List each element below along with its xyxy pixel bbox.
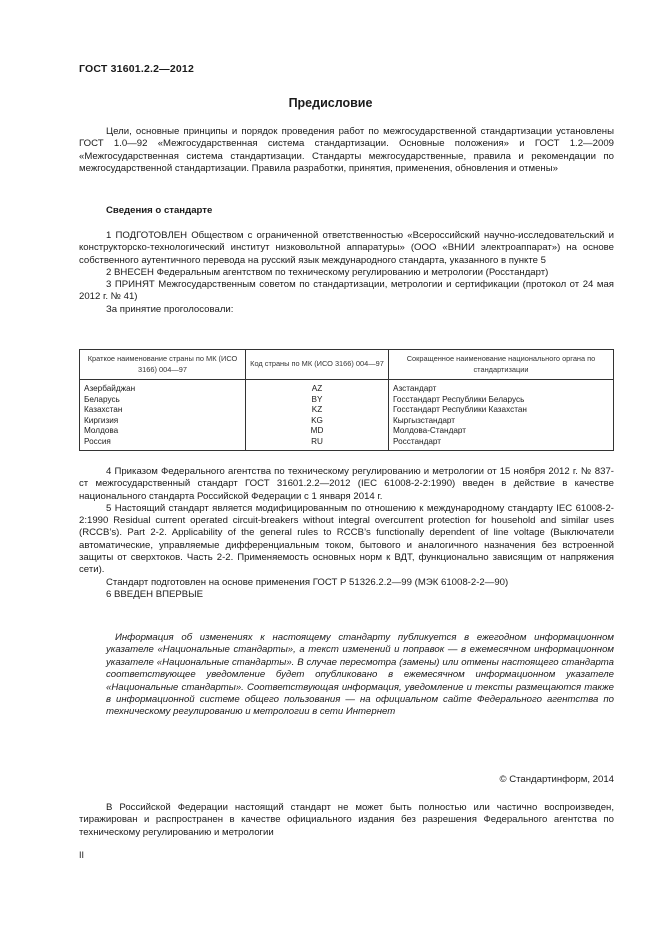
item-5-basis: Стандарт подготовлен на основе применения ГОСТ Р 51326.2.2—99 (МЭК 61008-2-2—90) (106, 576, 509, 588)
item-6: 6 ВВЕДЕН ВПЕРВЫЕ (106, 588, 204, 600)
national-body: Росстандарт (389, 437, 614, 450)
country-code: KZ (246, 405, 389, 416)
table-row (80, 395, 614, 406)
table-row (80, 380, 614, 395)
national-body: Азстандарт (389, 380, 614, 395)
national-body: Госстандарт Республики Казахстан (389, 405, 614, 416)
item-2: 2 ВНЕСЕН Федеральным агентством по техническому регулированию и метрологии (Росстандарт) (106, 266, 549, 278)
country-code: BY (246, 395, 389, 406)
standard-info-block-2 (79, 466, 614, 601)
country-code: MD (246, 426, 389, 437)
country-name: Молдова (80, 426, 246, 437)
country-name: Казахстан (80, 405, 246, 416)
reproduction-notice-text: В Российской Федерации настоящий стандарт не может быть полностью или частично воспроизведен, тиражирован и распространен в качестве официального издания без разрешения Федерального агентства по техническому регулированию и метрологии (79, 802, 614, 838)
country-name: Беларусь (80, 395, 246, 406)
item-3: 3 ПРИНЯТ Межгосударственным советом по стандартизации, метрологии и сертификации (протокол от 24 мая 2012 г. № 41) (79, 279, 614, 303)
page-title: Предисловие (288, 96, 373, 110)
document-id-header: ГОСТ 31601.2.2—2012 (79, 63, 195, 75)
header-national-body: Сокращенное наименование национального органа по стандартизации (389, 350, 614, 380)
item-1: 1 ПОДГОТОВЛЕН Обществом с ограниченной ответственностью «Всероссийский научно-исследовательский и конструкторско-технологический институт низковольтной аппаратуры» (ООО «ВНИИ электроаппарат») на основе собственного аутентичного перевода на русский язык международного стандарта, указанного в пункте 5 (79, 230, 614, 266)
voted-label: За принятие проголосовали: (106, 303, 234, 315)
reproduction-notice (79, 802, 614, 839)
national-body: Кыргызстандарт (389, 416, 614, 427)
country-code: KG (246, 416, 389, 427)
country-name: Россия (80, 437, 246, 450)
states-table (79, 349, 614, 451)
copyright: © Стандартинформ, 2014 (499, 774, 614, 785)
standard-info-block (79, 230, 614, 316)
intro-block (79, 126, 614, 175)
table-row (80, 416, 614, 427)
table-row (80, 426, 614, 437)
table-row (80, 405, 614, 416)
header-country-code: Код страны по МК (ИСО 3166) 004—97 (246, 350, 389, 380)
table-header-row (80, 350, 614, 380)
item-4: 4 Приказом Федерального агентства по техническому регулированию и метрологии от 15 ноября 2012 г. № 837-ст межгосударственный стандарт ГОСТ 31601.2.2—2012 (IEC 61008-2-2:1990) введен в действие в качестве национального стандарта Российской Федерации с 1 января 2014 г. (79, 466, 614, 502)
changes-info-note (106, 632, 614, 719)
country-code: AZ (246, 380, 389, 395)
page-number: II (79, 850, 85, 860)
national-body: Молдова-Стандарт (389, 426, 614, 437)
country-code: RU (246, 437, 389, 450)
intro-paragraph: Цели, основные принципы и порядок проведения работ по межгосударственной стандартизации установлены ГОСТ 1.0—92 «Межгосударственная система стандартизации. Основные положения» и ГОСТ 1.2—2009 «Межгосударственная система стандартизации. Стандарты межгосударственные, правила и рекомендации по межгосударственной стандартизации. Правила разработки, принятия, применения, обновления и отмены» (79, 126, 614, 174)
header-country-name: Краткое наименование страны по МК (ИСО 3166) 004—97 (80, 350, 246, 380)
national-body: Госстандарт Республики Беларусь (389, 395, 614, 406)
changes-info-text: Информация об изменениях к настоящему стандарту публикуется в ежегодном информационном указателе «Национальные стандарты», а текст изменений и поправок — в ежемесячном информационном указателе «Национальные стандарты». В случае пересмотра (замены) или отмены настоящего стандарта соответствующее уведомление будет опубликовано в ежемесячном информационном указателе «Национальные стандарты». Соответствующая информация, уведомление и тексты размещаются также в информационной системе общего пользования — на официальном сайте Федерального агентства по техническому регулированию и метрологии в сети Интернет (106, 632, 614, 718)
country-name: Азербайджан (80, 380, 246, 395)
table-row (80, 437, 614, 450)
country-name: Киргизия (80, 416, 246, 427)
item-5: 5 Настоящий стандарт является модифицированным по отношению к международному стандарту IEC 61008-2-2:1990 Residual current operated circuit-breakers without integral overcurrent protection for household and similar uses (RCCB’s). Part 2-2. Applicability of the general rules to RCCB’s functionally dependent of line voltage (Выключатели автоматические, управляемые дифференциальным током, бытового и аналогичного назначения без встроенной защиты от сверхтоков. Часть 2-2. Применяемость основных норм к ВДТ, функционально зависящим от напряжения сети). (79, 502, 614, 576)
subheading: Сведения о стандарте (106, 205, 213, 216)
